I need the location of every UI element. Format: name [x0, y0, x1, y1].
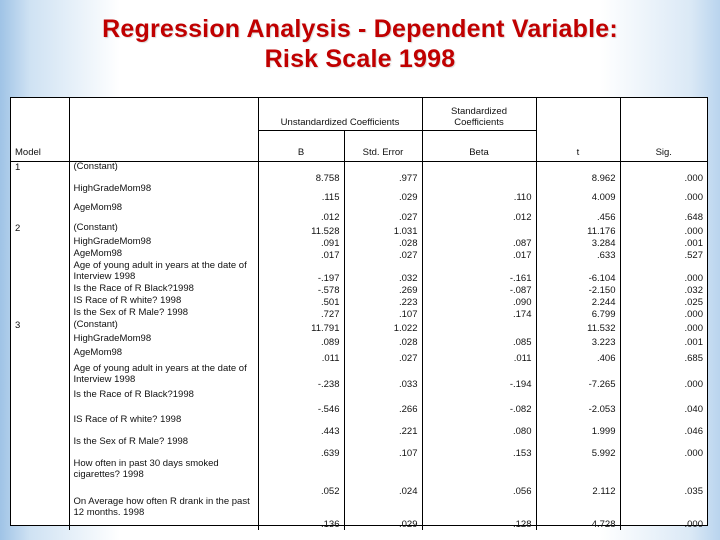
- table-row: [11, 284, 707, 296]
- beta-value: [422, 162, 536, 185]
- model-cell: [11, 497, 69, 530]
- t-value: 2.244: [536, 296, 620, 308]
- model-cell: [11, 364, 69, 390]
- model-cell: [11, 203, 69, 223]
- sig-value: .000: [684, 226, 703, 237]
- variable-label: AgeMom98: [69, 249, 258, 261]
- b-value: .091: [258, 237, 344, 249]
- beta-value: .153: [422, 437, 536, 459]
- t-value: -6.104: [536, 261, 620, 284]
- sig-value: .000: [684, 173, 703, 184]
- variable-label: HighGradeMom98: [69, 184, 258, 203]
- b-value: .052: [258, 459, 344, 497]
- variable-label: Age of young adult in years at the date of Interview 1998: [69, 261, 258, 284]
- std-error-value: .028: [344, 334, 422, 348]
- t-value: -7.265: [536, 364, 620, 390]
- t-value: 3.284: [536, 237, 620, 249]
- sig-value: .046: [684, 426, 703, 437]
- t-value: .633: [536, 249, 620, 261]
- model-cell: [11, 184, 69, 203]
- slide-title: [0, 14, 720, 74]
- header-standardized-line-1: Standardized: [451, 106, 507, 117]
- sig-value: .527: [684, 250, 703, 261]
- b-value: -.578: [258, 284, 344, 296]
- model-cell: 1: [11, 162, 69, 185]
- table-row: [11, 237, 707, 249]
- sig-value: .685: [684, 353, 703, 364]
- std-error-value: .029: [344, 184, 422, 203]
- b-value: .639: [258, 437, 344, 459]
- variable-label: IS Race of R white? 1998: [69, 296, 258, 308]
- model-cell: [11, 437, 69, 459]
- header-model: Model: [11, 131, 69, 162]
- variable-label: (Constant): [69, 320, 258, 334]
- table-row: [11, 184, 707, 203]
- std-error-value: .027: [344, 348, 422, 364]
- b-value: .727: [258, 308, 344, 320]
- header-row-1: [11, 98, 707, 131]
- table-row: [11, 364, 707, 390]
- model-cell: 2: [11, 223, 69, 237]
- table-row: [11, 203, 707, 223]
- model-cell: [11, 390, 69, 415]
- std-error-value: .027: [344, 249, 422, 261]
- header-b: B: [258, 131, 344, 162]
- t-value: -2.053: [536, 390, 620, 415]
- b-value: .115: [258, 184, 344, 203]
- beta-value: [422, 223, 536, 237]
- table-row: [11, 437, 707, 459]
- header-t: t: [536, 131, 620, 162]
- title-line-2: Risk Scale 1998: [264, 45, 456, 73]
- t-value: 4.009: [536, 184, 620, 203]
- table-row: [11, 296, 707, 308]
- std-error-value: .027: [344, 203, 422, 223]
- std-error-value: .107: [344, 308, 422, 320]
- t-value: 8.962: [536, 162, 620, 185]
- variable-label: (Constant): [69, 223, 258, 237]
- model-cell: [11, 249, 69, 261]
- b-value: .501: [258, 296, 344, 308]
- variable-label: How often in past 30 days smoked cigarettes? 1998: [69, 459, 258, 497]
- sig-value: .001: [684, 337, 703, 348]
- std-error-value: .223: [344, 296, 422, 308]
- std-error-value: .028: [344, 237, 422, 249]
- beta-value: .012: [422, 203, 536, 223]
- b-value: -.197: [258, 261, 344, 284]
- b-value: .011: [258, 348, 344, 364]
- beta-value: .085: [422, 334, 536, 348]
- t-value: 5.992: [536, 437, 620, 459]
- b-value: 11.791: [258, 320, 344, 334]
- b-value: 8.758: [258, 162, 344, 185]
- beta-value: -.082: [422, 390, 536, 415]
- model-cell: [11, 261, 69, 284]
- table-row: [11, 320, 707, 334]
- variable-label: Is the Race of R Black?1998: [69, 390, 258, 415]
- variable-label: (Constant): [69, 162, 258, 185]
- model-cell: [11, 308, 69, 320]
- b-value: .089: [258, 334, 344, 348]
- std-error-value: .269: [344, 284, 422, 296]
- header-beta: Beta: [422, 131, 536, 162]
- beta-value: .056: [422, 459, 536, 497]
- variable-label: HighGradeMom98: [69, 334, 258, 348]
- t-value: 4.728: [536, 497, 620, 530]
- regression-table: [10, 97, 708, 530]
- table-row: [11, 308, 707, 320]
- b-value: .136: [258, 497, 344, 530]
- sig-value: .648: [684, 212, 703, 223]
- sig-value: .001: [684, 238, 703, 249]
- std-error-value: 1.031: [344, 223, 422, 237]
- coefficients-table: [11, 98, 707, 530]
- header-row-2: [11, 131, 707, 162]
- b-value: .012: [258, 203, 344, 223]
- variable-label: HighGradeMom98: [69, 237, 258, 249]
- sig-value: .000: [684, 379, 703, 390]
- t-value: 11.532: [536, 320, 620, 334]
- table-row: [11, 162, 707, 185]
- model-cell: [11, 237, 69, 249]
- std-error-value: .977: [344, 162, 422, 185]
- variable-label: Is the Sex of R Male? 1998: [69, 437, 258, 459]
- variable-label: AgeMom98: [69, 203, 258, 223]
- variable-label: AgeMom98: [69, 348, 258, 364]
- std-error-value: 1.022: [344, 320, 422, 334]
- sig-value: .000: [684, 273, 703, 284]
- model-cell: [11, 296, 69, 308]
- b-value: .443: [258, 415, 344, 437]
- beta-value: -.194: [422, 364, 536, 390]
- sig-value: .000: [684, 519, 703, 530]
- variable-label: Is the Race of R Black?1998: [69, 284, 258, 296]
- t-value: 11.176: [536, 223, 620, 237]
- std-error-value: .221: [344, 415, 422, 437]
- model-cell: [11, 459, 69, 497]
- model-cell: [11, 415, 69, 437]
- std-error-value: .266: [344, 390, 422, 415]
- header-standardized-line-2: Coefficients: [454, 117, 504, 128]
- sig-value: .040: [684, 404, 703, 415]
- variable-label: Age of young adult in years at the date of Interview 1998: [69, 364, 258, 390]
- beta-value: .110: [422, 184, 536, 203]
- beta-value: -.161: [422, 261, 536, 284]
- t-value: 6.799: [536, 308, 620, 320]
- sig-value: .032: [684, 285, 703, 296]
- model-cell: [11, 348, 69, 364]
- header-sig: Sig.: [620, 131, 707, 162]
- std-error-value: .107: [344, 437, 422, 459]
- std-error-value: .024: [344, 459, 422, 497]
- sig-value: .000: [684, 448, 703, 459]
- table-row: [11, 261, 707, 284]
- t-value: 2.112: [536, 459, 620, 497]
- header-standardized: [422, 98, 536, 131]
- sig-value: .000: [684, 323, 703, 334]
- beta-value: .080: [422, 415, 536, 437]
- header-std-error: Std. Error: [344, 131, 422, 162]
- beta-value: .011: [422, 348, 536, 364]
- std-error-value: .033: [344, 364, 422, 390]
- t-value: 1.999: [536, 415, 620, 437]
- table-row: [11, 390, 707, 415]
- model-cell: [11, 334, 69, 348]
- std-error-value: .029: [344, 497, 422, 530]
- sig-value: .035: [684, 486, 703, 497]
- variable-label: IS Race of R white? 1998: [69, 415, 258, 437]
- b-value: .017: [258, 249, 344, 261]
- b-value: 11.528: [258, 223, 344, 237]
- t-value: -2.150: [536, 284, 620, 296]
- t-value: .406: [536, 348, 620, 364]
- table-row: [11, 223, 707, 237]
- b-value: -.238: [258, 364, 344, 390]
- table-row: [11, 334, 707, 348]
- beta-value: .087: [422, 237, 536, 249]
- header-unstandardized: Unstandardized Coefficients: [258, 98, 422, 131]
- beta-value: .174: [422, 308, 536, 320]
- table-row: [11, 348, 707, 364]
- t-value: 3.223: [536, 334, 620, 348]
- table-row: [11, 459, 707, 497]
- table-row: [11, 497, 707, 530]
- table-row: [11, 415, 707, 437]
- b-value: -.546: [258, 390, 344, 415]
- model-cell: 3: [11, 320, 69, 334]
- table-row: [11, 249, 707, 261]
- beta-value: .017: [422, 249, 536, 261]
- t-value: .456: [536, 203, 620, 223]
- beta-value: -.087: [422, 284, 536, 296]
- std-error-value: .032: [344, 261, 422, 284]
- sig-value: .025: [684, 297, 703, 308]
- beta-value: [422, 320, 536, 334]
- beta-value: .090: [422, 296, 536, 308]
- variable-label: Is the Sex of R Male? 1998: [69, 308, 258, 320]
- variable-label: On Average how often R drank in the past 12 months. 1998: [69, 497, 258, 530]
- sig-value: .000: [684, 309, 703, 320]
- sig-value: .000: [684, 192, 703, 203]
- beta-value: .128: [422, 497, 536, 530]
- model-cell: [11, 284, 69, 296]
- title-line-1: Regression Analysis - Dependent Variable:: [102, 15, 618, 43]
